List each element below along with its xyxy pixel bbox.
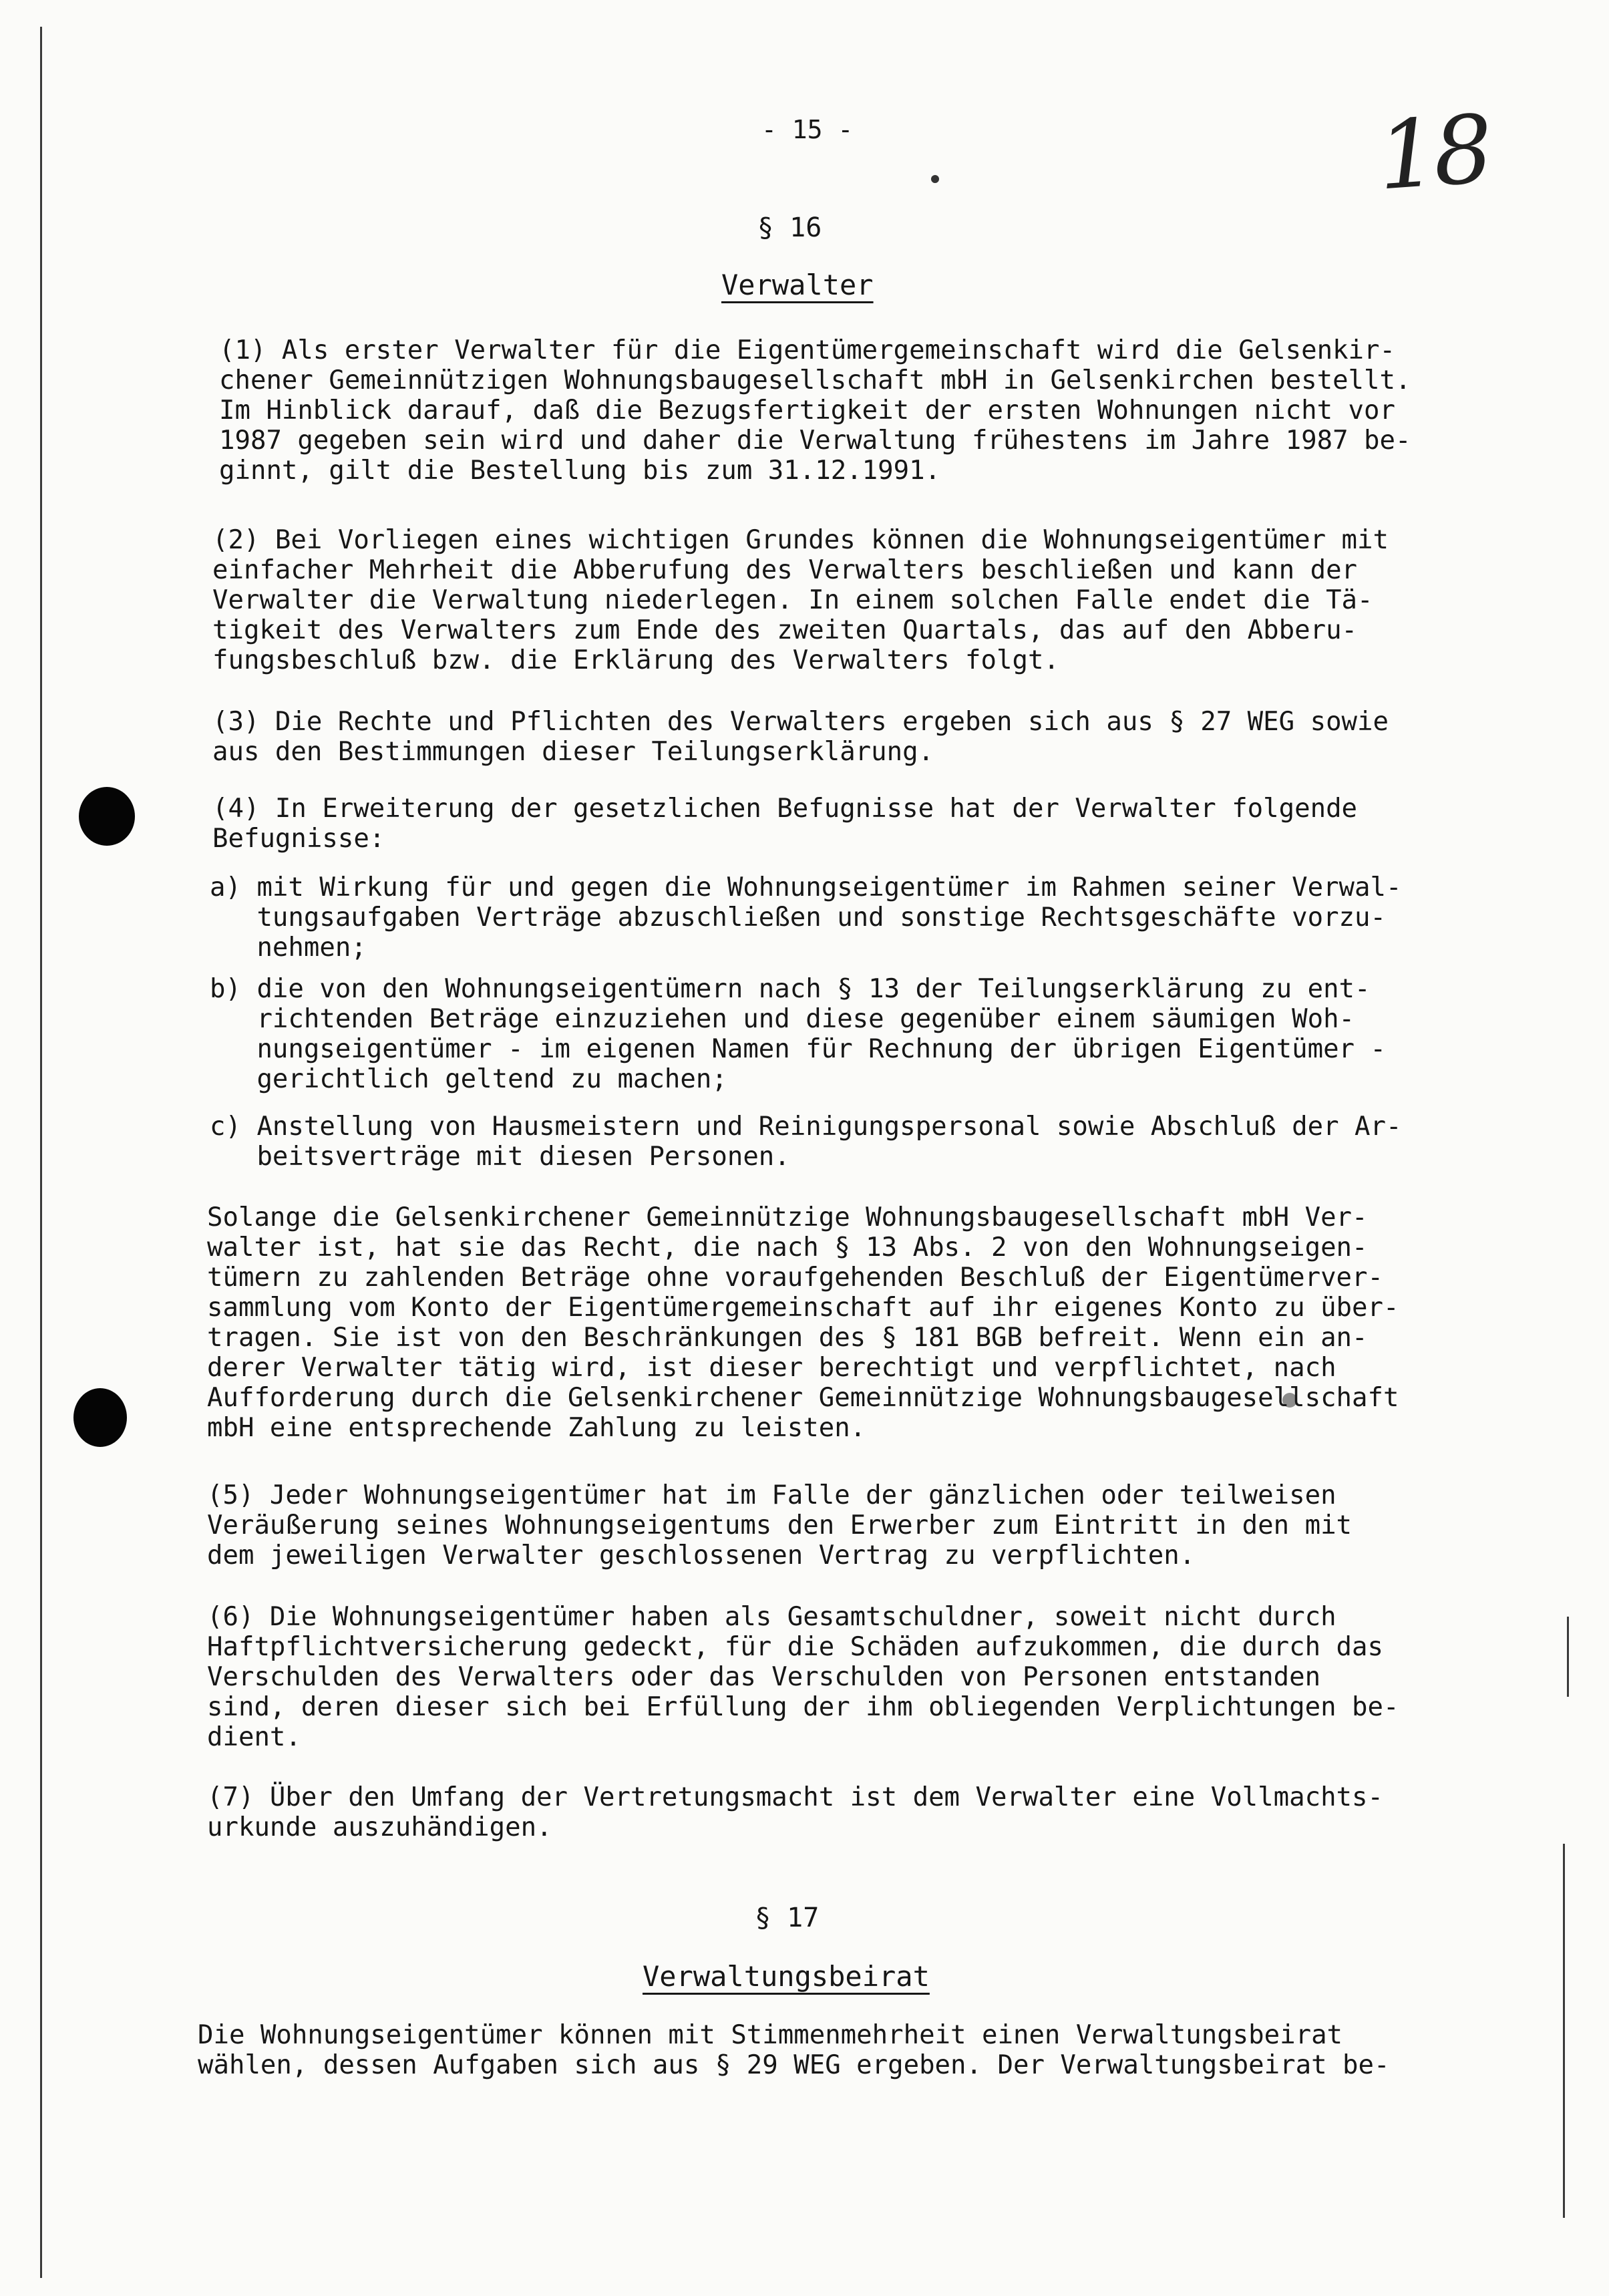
section-16-number: § 16 [757, 212, 822, 243]
section-16-paragraph-3: (3) Die Rechte und Pflichten des Verwalters ergeben sich aus § 27 WEG sowie aus den Bestimmungen dieser Teilungserklärung. [212, 707, 1389, 767]
page-number: - 15 - [761, 115, 854, 144]
right-margin-mark [1567, 1617, 1569, 1697]
section-16-paragraph-4: (4) In Erweiterung der gesetzlichen Befugnisse hat der Verwalter folgende Befugnisse: [212, 794, 1358, 854]
ink-dot [931, 175, 939, 183]
handwritten-page-mark: 18 [1374, 95, 1493, 212]
right-margin-mark-lower [1563, 1844, 1565, 2218]
section-16-paragraph-7: (7) Über den Umfang der Vertretungsmacht ist dem Verwalter eine Vollmachts- urkunde auszuhändigen. [207, 1782, 1383, 1842]
left-margin-line [40, 27, 42, 2278]
section-17-title: Verwaltungsbeirat [643, 1960, 930, 1993]
list-item-c: c) Anstellung von Hausmeistern und Reinigungspersonal sowie Abschluß der Ar- beitsverträge mit diesen Personen. [210, 1112, 1402, 1172]
list-item-a: a) mit Wirkung für und gegen die Wohnungseigentümer im Rahmen seiner Verwal- tungsaufgaben Verträge abzuschließen und sonstige Rechtsgeschäfte vorzu- nehmen; [210, 872, 1402, 963]
section-16-paragraph-5: (5) Jeder Wohnungseigentümer hat im Falle der gänzlichen oder teilweisen Veräußerung seines Wohnungseigentums den Erwerber zum Eintritt in den mit dem jeweiligen Verwalter geschlossenen Vertrag zu verpflichten. [207, 1480, 1353, 1571]
section-16-paragraph-2: (2) Bei Vorliegen eines wichtigen Grundes können die Wohnungseigentümer mit einfacher Mehrheit die Abberufung des Verwalters beschließen und kann der Verwalter die Verwaltung niederlegen. In einem solchen Falle endet die Tä- tigkeit des Verwalters zum Ende des zweiten Quartals, das auf den Abberu- fungsbeschluß bzw. die Erklärung des Verwalters folgt. [212, 525, 1389, 675]
section-16-paragraph-4-continuation: Solange die Gelsenkirchener Gemeinnützige Wohnungsbaugesellschaft mbH Ver- walter ist, hat sie das Recht, die nach § 13 Abs. 2 von den Wohnungseigen- tümern zu zahlenden Beträge ohne voraufgehenden Beschluß der Eigentümerver- sammlung vom Konto der Eigentümergemeinschaft auf ihr eigenes Konto zu über- tragen. Sie ist von den Beschränkungen des § 181 BGB befreit. Wenn ein an- derer Verwalter tätig wird, ist dieser berechtigt und verpflichtet, nach Aufforderung durch die Gelsenkirchener Gemeinnützige Wohnungsbaugesellschaft mbH eine entsprechende Zahlung zu leisten. [207, 1202, 1399, 1443]
section-17-number: § 17 [755, 1903, 820, 1933]
punch-hole-top [79, 787, 135, 846]
section-16-paragraph-1: (1) Als erster Verwalter für die Eigentümergemeinschaft wird die Gelsenkir- chener Gemeinnützigen Wohnungsbaugesellschaft mbH in Gelsenkirchen bestellt. Im Hinblick darauf, daß die Bezugsfertigkeit der ersten Wohnungen nicht vor 1987 gegeben sein wird und daher die Verwaltung frühestens im Jahre 1987 be- ginnt, gilt die Bestellung bis zum 31.12.1991. [219, 335, 1411, 486]
section-16-paragraph-6: (6) Die Wohnungseigentümer haben als Gesamtschuldner, soweit nicht durch Haftpflichtversicherung gedeckt, für die Schäden aufzukommen, die durch das Verschulden des Verwalters oder das Verschulden von Personen entstanden sind, deren dieser sich bei Erfüllung der ihm obliegenden Verplichtungen be- dient. [207, 1602, 1399, 1752]
section-17-paragraph-1: Die Wohnungseigentümer können mit Stimmenmehrheit einen Verwaltungsbeirat wählen, dessen Aufgaben sich aus § 29 WEG ergeben. Der Verwaltungsbeirat be- [198, 2020, 1390, 2080]
section-16-title: Verwalter [721, 269, 874, 301]
list-item-b: b) die von den Wohnungseigentümern nach § 13 der Teilungserklärung zu ent- richtenden Beträge einzuziehen und diese gegenüber einem säumigen Woh- nungseigentümer - im eigenen Namen für Rechnung der übrigen Eigentümer - gerichtlich geltend zu machen; [210, 974, 1386, 1094]
punch-hole-bottom [73, 1388, 127, 1447]
